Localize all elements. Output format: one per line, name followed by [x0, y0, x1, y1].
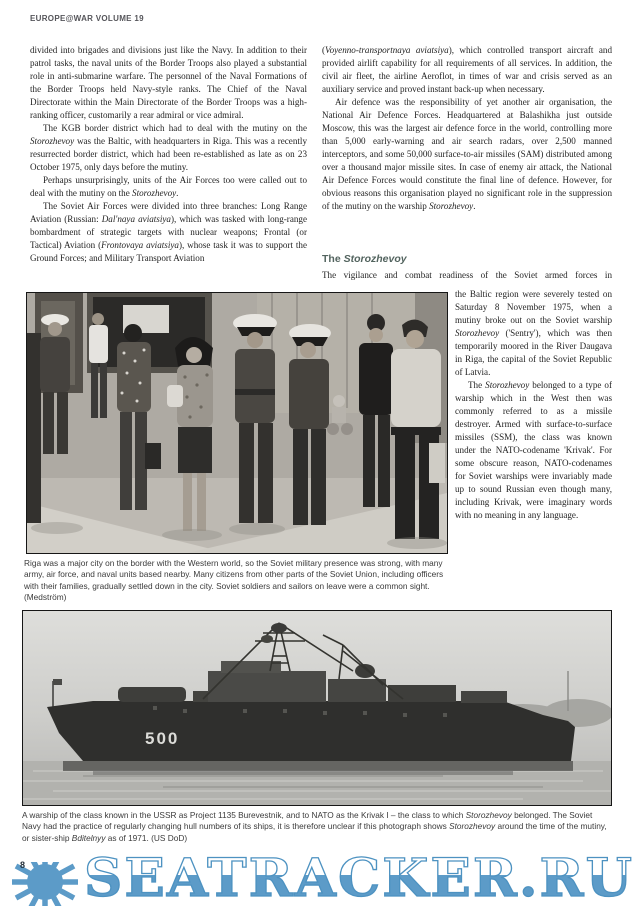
text-run: as of 1971. (US DoD)	[105, 832, 188, 843]
text-run: (	[322, 45, 326, 55]
text-run: The	[322, 253, 344, 265]
warship-illustration	[23, 611, 611, 805]
street-scene-illustration	[27, 293, 447, 553]
text-run: .	[176, 188, 179, 198]
text-run: Storozhevoy	[30, 136, 75, 146]
text-run: Dal'naya aviatsiya	[101, 214, 171, 224]
text-run: Air defence was the responsibility of yet another air organisation, the National Air Defence Forces. Headquartered at Balashikha just outside Moscow, this was the largest air defence force in the world, controlling more than 5,000 early-warning and air search radars, over 2,500 manned interceptors, and some 50,000 surface-to-air missiles (SAM) distributed among over a thousand major missile sites. In case of enemy air attack, the National Air Defence Forces would constitute the final line of defence. However, for obvious reasons this organisation played no significant role in the suppression of the mutiny on the warship	[322, 97, 612, 211]
warship-photo	[22, 610, 612, 806]
page-number: 8	[20, 860, 26, 870]
text-run: A warship of the class known in the USSR as Project 1135 Burevestnik, and to NATO as the Krivak I – the class to which	[22, 810, 466, 820]
text-run: around the time of the mutiny, or sister-ship	[22, 821, 607, 843]
text-run: ), whose task it was to support the Ground Forces; and Military Transport Aviation	[30, 240, 307, 263]
section-heading	[322, 253, 612, 265]
paragraph	[30, 122, 307, 174]
paragraph	[30, 200, 307, 265]
text-run: Perhaps unsurprisingly, units of the Air Forces too were called out to deal with the mutiny on the	[30, 175, 307, 198]
paragraph	[30, 174, 307, 200]
photo-caption	[24, 558, 456, 604]
text-run: belonged. The Soviet Navy had the practice of regularly changing hull numbers of its ships, it is therefore unclear if this photograph shows	[22, 810, 593, 832]
paragraph	[322, 96, 612, 213]
paragraph	[455, 288, 612, 379]
text-run: Storozhevoy	[132, 188, 177, 198]
watermark	[0, 840, 640, 906]
text-run: The Soviet Air Forces were divided into three branches: Long Range Aviation (Russian:	[30, 201, 307, 224]
text-run: the Baltic region were severely tested on Saturday 8 November 1975, when a mutiny broke out on the Soviet warship	[455, 289, 612, 325]
text-run: Storozhevoy	[449, 821, 496, 832]
watermark-text: SEATRACKER.RU	[84, 848, 634, 906]
text-run: belonged to a type of warship which in the West then was commonly referred to as a missile destroyer. Armed with surface-to-surface missiles (SSM), the class was known under the NATO-codename 'Krivak'. For some obscure reason, NATO-codenames for Soviet warships were invariably made up to sound Russian even though many, including Krivak, were imaginary words with no meaning in any language.	[455, 380, 612, 520]
text-run: Bditelnyy	[71, 832, 106, 843]
narrow-text-column	[455, 288, 612, 606]
text-run: Riga was a major city on the border with the Western world, so the Soviet military presence was strong, with many army, air force, and naval units based nearby. Many citizens from other parts of the Soviet Union, including officers with their families, gradually settled down in the city. Soviet soldiers and sailors on leave were a common sight. (Medström)	[24, 558, 444, 603]
text-run: The	[468, 380, 486, 390]
text-run: Storozhevoy	[455, 328, 500, 338]
paragraph	[322, 44, 612, 96]
text-run: The KGB border district which had to deal with the mutiny on the	[43, 123, 307, 133]
text-run: ('Sentry'), which was then temporarily moored in the River Daugava in Riga, the capital of the Soviet Republic of Latvia.	[455, 328, 612, 377]
text-run: Storozhevoy	[465, 810, 512, 820]
text-run: was the Baltic, with headquarters in Riga. This was a recently resurrected border district, which had been re-established as late as on 23 October 1975, only days before the mutiny.	[30, 136, 307, 172]
text-run: Voyenno-transportnaya aviatsiya	[325, 45, 449, 55]
paragraph	[30, 44, 307, 122]
street-scene-photo	[26, 292, 448, 554]
text-run: Storozhevoy	[429, 201, 474, 211]
text-run: Frontovaya aviatsiya	[101, 240, 179, 250]
text-run: .	[473, 201, 476, 211]
left-text-column	[30, 44, 307, 290]
text-run: ), which controlled transport aircraft and provided airlift capability for all requirements of all services. In addition, the civil air fleet, the airline Aeroflot, in times of war and crisis served as an auxiliary service and proved instant back-up when necessary.	[322, 45, 612, 94]
text-run: Storozhevoy	[485, 380, 530, 390]
right-text-column	[322, 44, 612, 253]
text-run: divided into brigades and divisions just like the Navy. In addition to their patrol tasks, the naval units of the Border Troops also played a substantial role in anti-submarine warfare. The personnel of the Naval Formations of the Border Troops held Navy-style ranks. The Chief of the Naval Directorate within the Main Directorate of the Border Troops was a high-ranking officer, customarily a rear admiral or vice admiral.	[30, 45, 307, 120]
page-header: EUROPE@WAR VOLUME 19	[30, 14, 144, 23]
paragraph	[455, 379, 612, 522]
text-run: ), which was tasked with long-range bombardment of strategic targets with nuclear weapons; Frontal (or Tactical) Aviation (	[30, 214, 307, 250]
lead-line: The vigilance and combat readiness of the Soviet armed forces in	[322, 270, 612, 280]
text-run: Storozhevoy	[343, 253, 407, 265]
hull-number: 500	[145, 729, 180, 748]
